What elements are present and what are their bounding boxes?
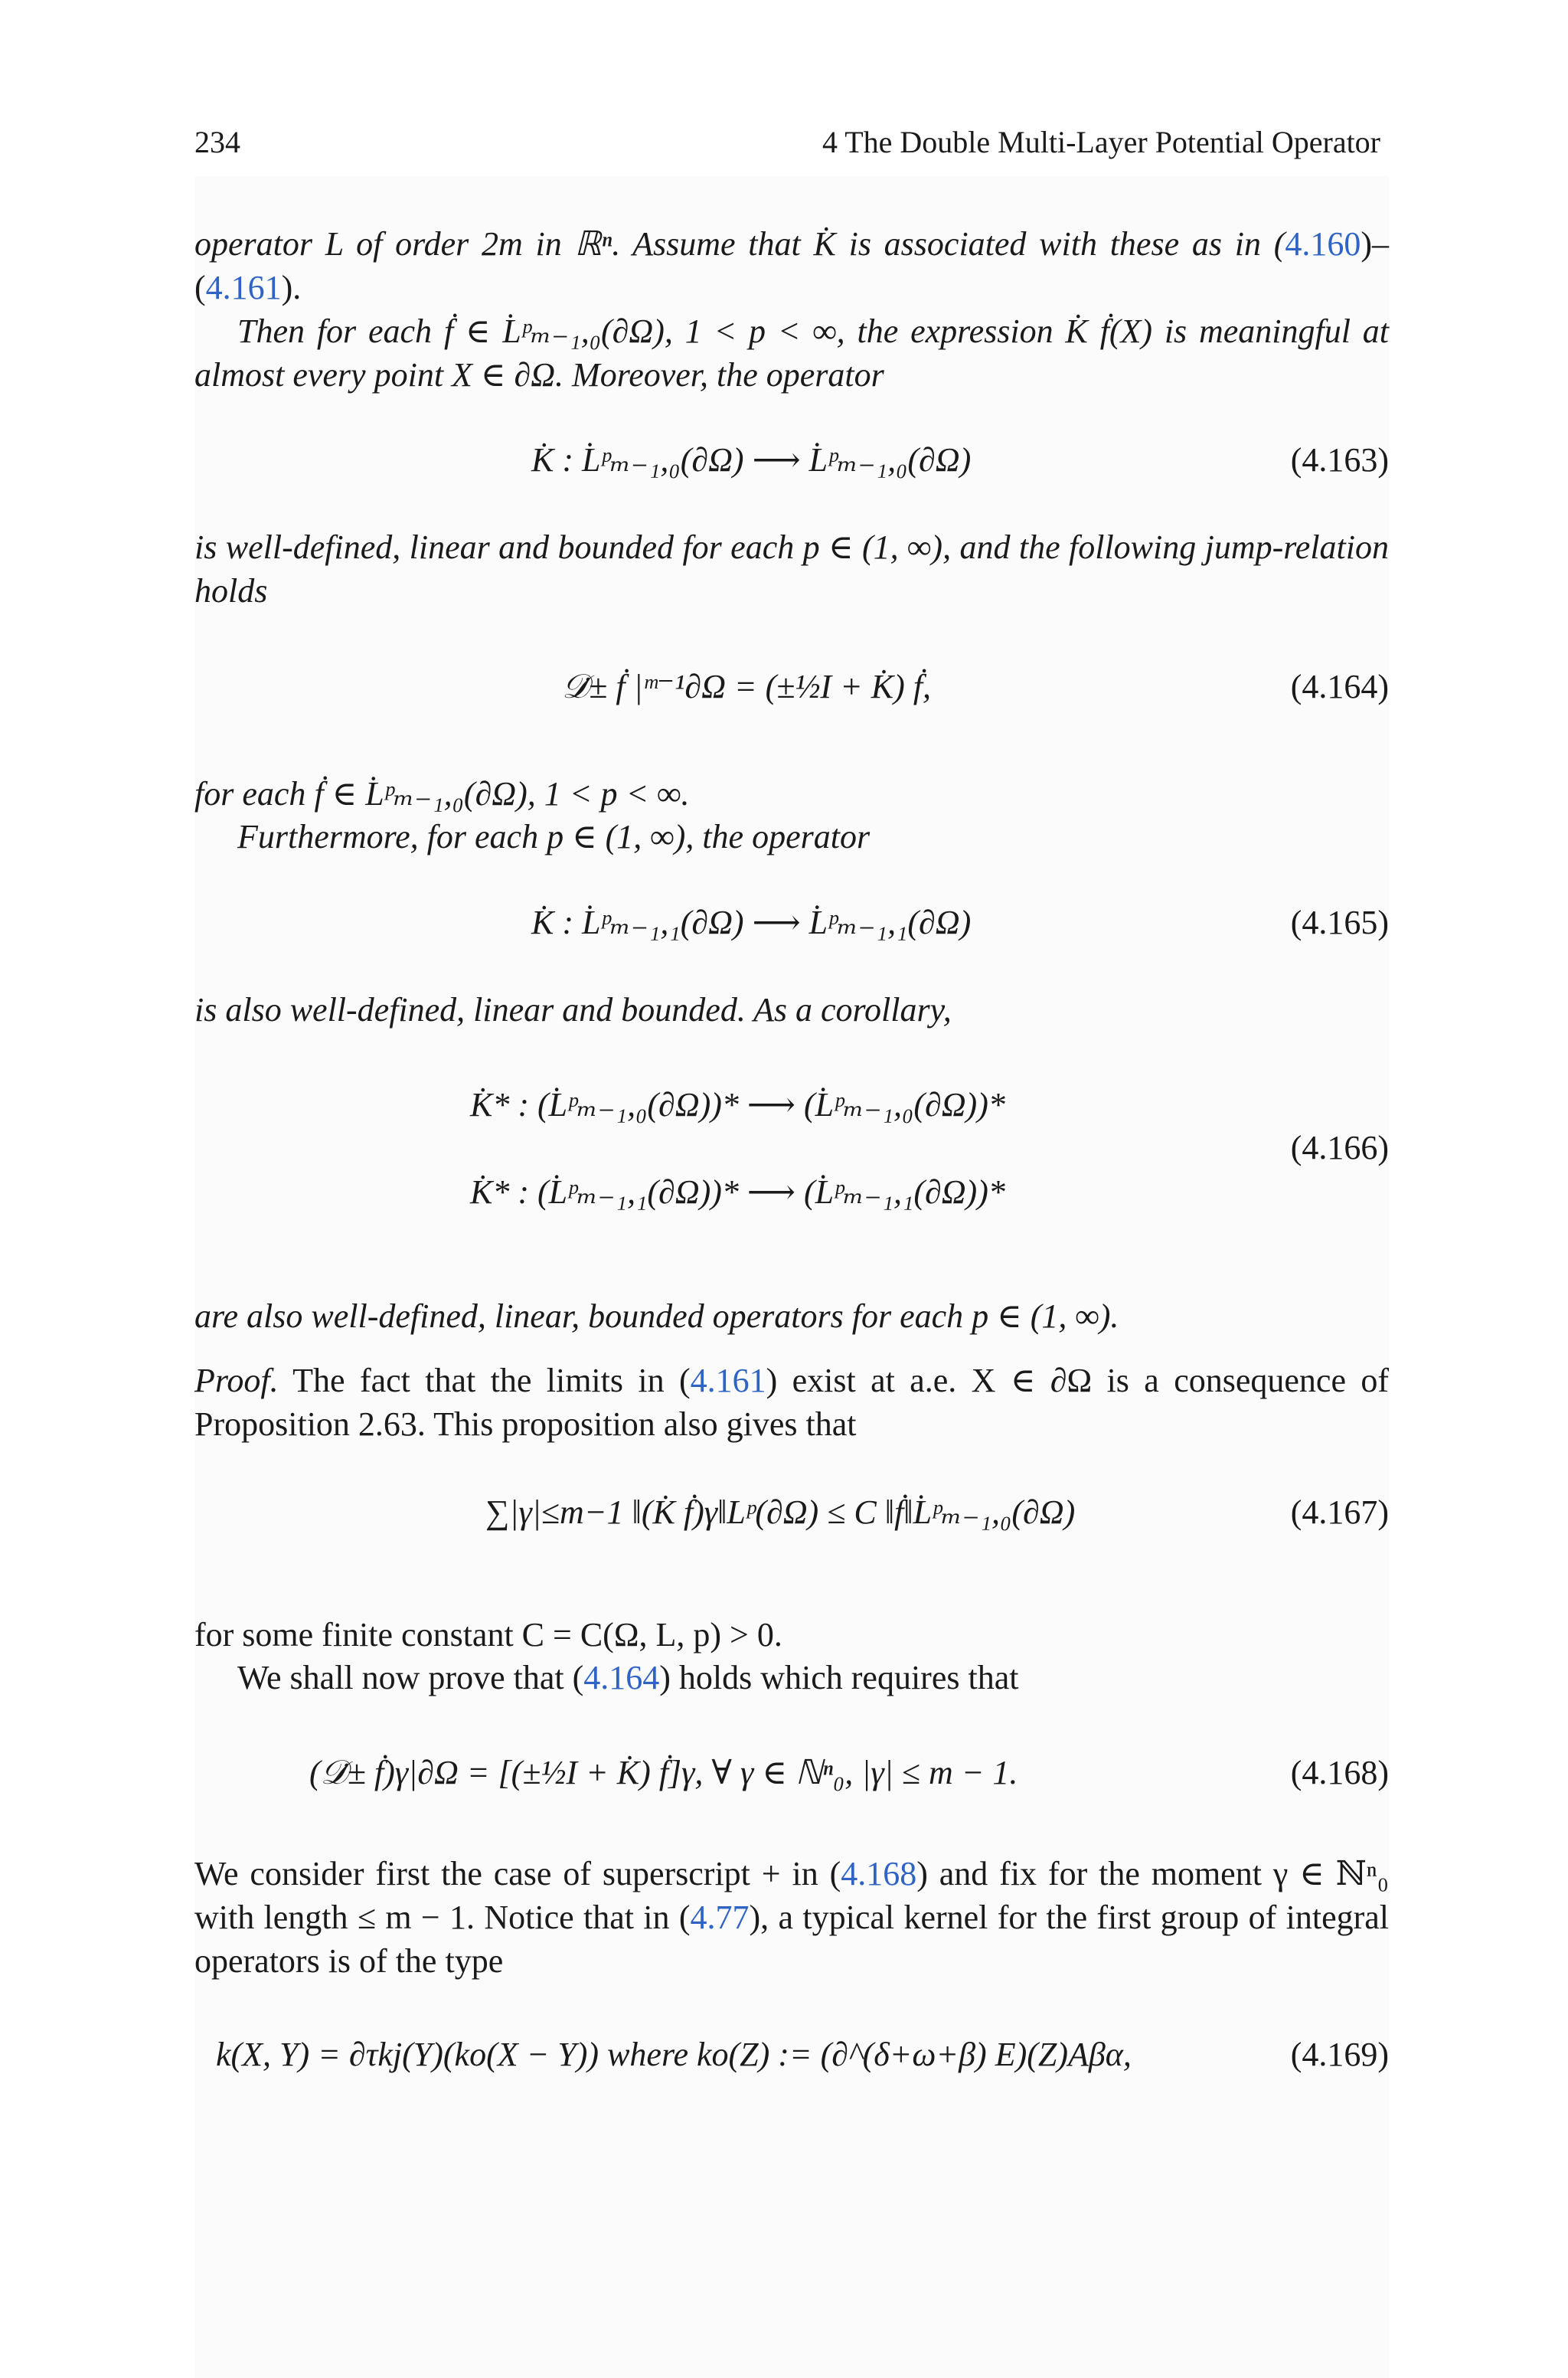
proof-text-1: Proof. The fact that the limits in (4.161) exist at a.e. X ∈ ∂Ω is a consequence of Proposition 2.63. This proposition also gives that — [194, 1362, 1389, 1443]
equation-number: (4.168) — [1290, 1754, 1389, 1791]
ref-4-168[interactable]: 4.168 — [841, 1855, 917, 1892]
equation-number: (4.164) — [1290, 668, 1389, 705]
theorem-text-1: operator L of order 2m in ℝⁿ. Assume that K̇ is associated with these as in (4.160)–(4.161). — [194, 225, 1389, 306]
equation-body-line-2: K̇* : (L̇ᵖₘ₋₁,₁(∂Ω))* ⟶ (L̇ᵖₘ₋₁,₁(∂Ω))* — [470, 1173, 1005, 1211]
equation-number: (4.169) — [1290, 2036, 1389, 2073]
equation-number: (4.166) — [1290, 1129, 1389, 1166]
equation-number: (4.163) — [1290, 441, 1389, 479]
ref-4-77[interactable]: 4.77 — [690, 1899, 750, 1936]
equation-number: (4.165) — [1290, 904, 1389, 941]
equation-number: (4.167) — [1290, 1493, 1389, 1531]
theorem-text-3: is well-defined, linear and bounded for each p ∈ (1, ∞), and the following jump-relation holds — [194, 528, 1389, 610]
ref-4-160[interactable]: 4.160 — [1285, 225, 1361, 263]
equation-body: (𝒟̇± ḟ)γ|∂Ω = [(±½I + K̇) ḟ]γ, ∀ γ ∈ ℕⁿ₀, |γ| ≤ m − 1. — [309, 1754, 1018, 1791]
equation-body: K̇ : L̇ᵖₘ₋₁,₀(∂Ω) ⟶ L̇ᵖₘ₋₁,₀(∂Ω) — [531, 441, 972, 479]
proof-label: Proof. — [194, 1362, 279, 1399]
proof-text-4: We consider first the case of superscript + in (4.168) and fix for the moment γ ∈ ℕⁿ₀ with length ≤ m − 1. Notice that in (4.77), a typical kernel for the first group of integral operators is of the type — [194, 1855, 1389, 1980]
equation-4-168 — [194, 1751, 1389, 1797]
equation-4-167 — [194, 1490, 1389, 1559]
equation-4-164 — [194, 665, 1389, 711]
equation-4-169 — [194, 2033, 1389, 2079]
ref-4-164[interactable]: 4.164 — [583, 1659, 660, 1696]
theorem-text-5: Furthermore, for each p ∈ (1, ∞), the operator — [237, 818, 871, 855]
equation-body: 𝒟̇± ḟ |ᵐ⁻¹∂Ω = (±½I + K̇) ḟ, — [562, 668, 931, 705]
equation-body: ∑|γ|≤m−1 ‖(K̇ ḟ)γ‖Lᵖ(∂Ω) ≤ C ‖ḟ‖L̇ᵖₘ₋₁,₀(∂Ω) — [485, 1493, 1076, 1531]
equation-4-165 — [194, 901, 1389, 947]
theorem-text-4: for each ḟ ∈ L̇ᵖₘ₋₁,₀(∂Ω), 1 < p < ∞. — [194, 775, 690, 813]
theorem-text-7: are also well-defined, linear, bounded operators for each p ∈ (1, ∞). — [194, 1297, 1119, 1335]
equation-body: k(X, Y) = ∂τkj(Y)(ko(X − Y)) where ko(Z) := (∂^(δ+ω+β) E)(Z)Aβα, — [216, 2036, 1132, 2073]
theorem-text-2: Then for each ḟ ∈ L̇ᵖₘ₋₁,₀(∂Ω), 1 < p < ∞, the expression K̇ ḟ(X) is meaningful at almost every point X ∈ ∂Ω. Moreover, the operator — [194, 312, 1389, 394]
page-number: 234 — [194, 125, 240, 159]
equation-4-163 — [194, 438, 1389, 484]
ref-4-161[interactable]: 4.161 — [690, 1362, 766, 1399]
theorem-text-6: is also well-defined, linear and bounded. As a corollary, — [194, 991, 952, 1029]
proof-text-2: for some finite constant C = C(Ω, L, p) > 0. — [194, 1616, 782, 1653]
proof-text-3: We shall now prove that (4.164) holds which requires that — [237, 1659, 1019, 1696]
equation-4-166 — [194, 1071, 1389, 1224]
equation-body: K̇ : L̇ᵖₘ₋₁,₁(∂Ω) ⟶ L̇ᵖₘ₋₁,₁(∂Ω) — [531, 904, 972, 941]
equation-body-line-1: K̇* : (L̇ᵖₘ₋₁,₀(∂Ω))* ⟶ (L̇ᵖₘ₋₁,₀(∂Ω))* — [470, 1086, 1005, 1124]
ref-4-161[interactable]: 4.161 — [205, 269, 282, 306]
running-head: 4 The Double Multi-Layer Potential Operator — [822, 125, 1380, 159]
